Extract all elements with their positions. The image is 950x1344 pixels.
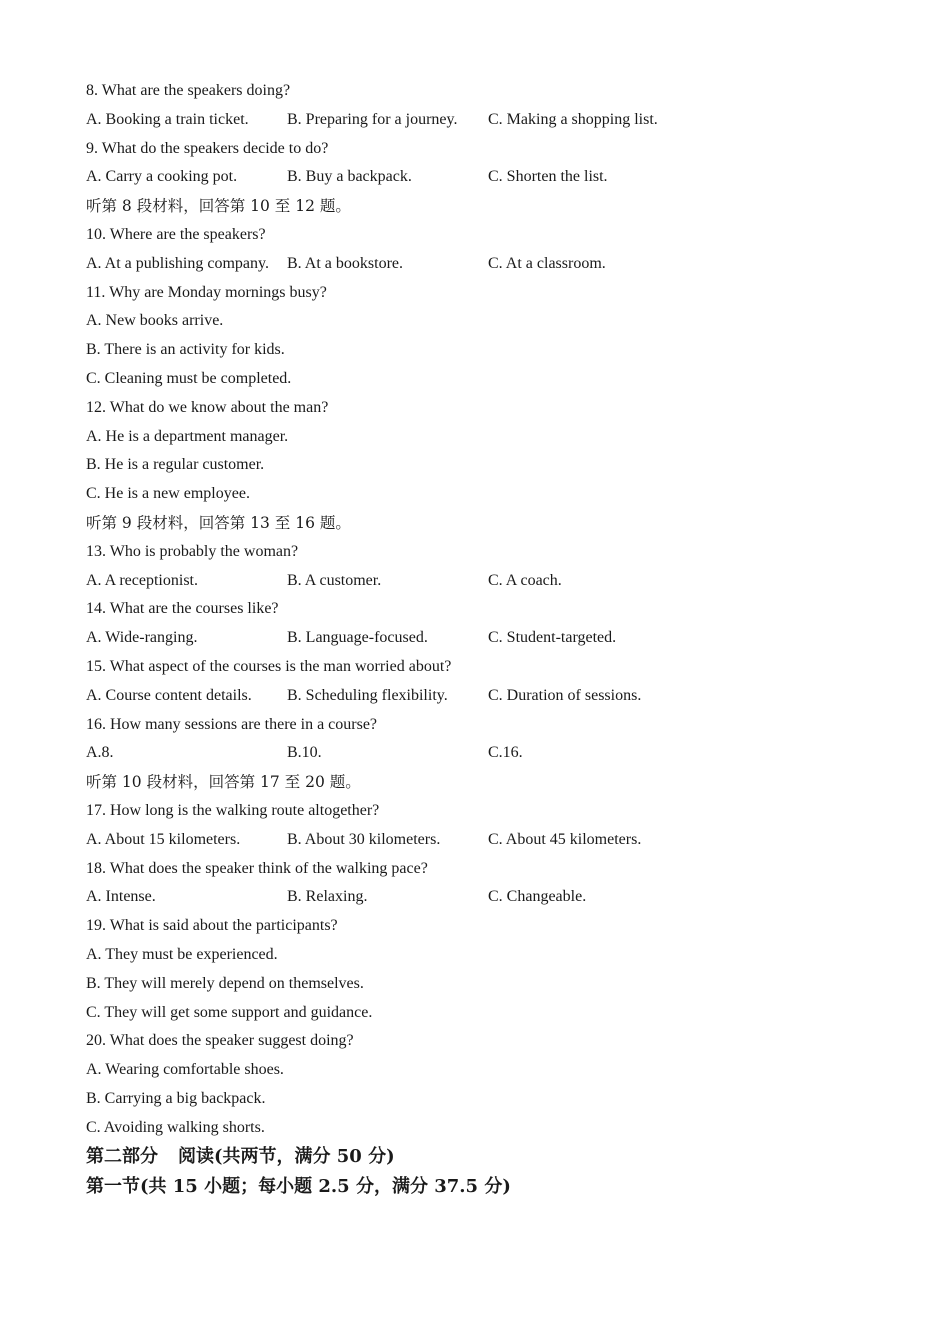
answer-options-row xyxy=(86,826,886,855)
answer-options-row xyxy=(86,883,886,912)
answer-option-a: A. At a publishing company. xyxy=(86,254,269,272)
question-line: 16. How many sessions are there in a course? xyxy=(86,715,378,733)
answer-option-a: A. About 15 kilometers. xyxy=(86,830,241,848)
answer-option-b: B. Language-focused. xyxy=(287,629,428,647)
question-line: 17. How long is the walking route altogether? xyxy=(86,801,380,819)
answer-option-c: C. At a classroom. xyxy=(488,254,606,272)
question-line: A. New books arrive. xyxy=(86,312,224,330)
answer-options-row xyxy=(86,250,886,279)
answer-options-row xyxy=(86,739,886,768)
answer-option-c: C. Changeable. xyxy=(488,888,587,906)
answer-option-c: C. Making a shopping list. xyxy=(488,110,658,128)
question-line: 18. What does the speaker think of the walking pace? xyxy=(86,859,428,877)
question-line: B. Carrying a big backpack. xyxy=(86,1089,266,1107)
answer-option-a: A. Wide-ranging. xyxy=(86,629,198,647)
answer-option-b: B. Relaxing. xyxy=(287,888,368,906)
answer-option-a: A. Intense. xyxy=(86,888,156,906)
answer-option-c: C. Student-targeted. xyxy=(488,629,617,647)
answer-option-b: B. Preparing for a journey. xyxy=(287,110,458,128)
answer-option-a: A. Booking a train ticket. xyxy=(86,110,249,128)
question-line: 9. What do the speakers decide to do? xyxy=(86,139,329,157)
answer-option-a: A.8. xyxy=(86,744,114,762)
answer-options-row xyxy=(86,106,886,135)
document-page xyxy=(86,77,886,1202)
answer-option-b: B. Scheduling flexibility. xyxy=(287,686,448,704)
listening-instruction: 听第 8 段材料，回答第 10 至 12 题。 xyxy=(86,197,351,216)
question-line: 19. What is said about the participants? xyxy=(86,917,338,935)
answer-option-c: C. About 45 kilometers. xyxy=(488,830,642,848)
question-line: 12. What do we know about the man? xyxy=(86,398,329,416)
question-line: B. They will merely depend on themselves. xyxy=(86,974,364,992)
question-line: C. Avoiding walking shorts. xyxy=(86,1118,265,1136)
answer-option-a: A. A receptionist. xyxy=(86,571,198,589)
question-line: 15. What aspect of the courses is the man worried about? xyxy=(86,657,452,675)
listening-instruction: 听第 9 段材料，回答第 13 至 16 题。 xyxy=(86,513,351,532)
question-line: 10. Where are the speakers? xyxy=(86,225,266,243)
question-list xyxy=(86,77,886,1142)
question-line: A. Wearing comfortable shoes. xyxy=(86,1061,284,1079)
answer-option-a: A. Course content details. xyxy=(86,686,252,704)
answer-option-c: C.16. xyxy=(488,744,523,762)
question-line: C. Cleaning must be completed. xyxy=(86,369,292,387)
answer-option-b: B. About 30 kilometers. xyxy=(287,830,441,848)
question-line: B. He is a regular customer. xyxy=(86,456,265,474)
question-line: 20. What does the speaker suggest doing? xyxy=(86,1032,354,1050)
question-line: 8. What are the speakers doing? xyxy=(86,82,291,99)
answer-option-a: A. Carry a cooking pot. xyxy=(86,168,238,186)
answer-option-b: B. At a bookstore. xyxy=(287,254,403,272)
answer-options-row xyxy=(86,624,886,653)
answer-options-row xyxy=(86,163,886,192)
answer-option-b: B. Buy a backpack. xyxy=(287,168,412,186)
question-line: 13. Who is probably the woman? xyxy=(86,542,299,560)
listening-instruction: 听第 10 段材料，回答第 17 至 20 题。 xyxy=(86,773,361,792)
question-line: A. They must be experienced. xyxy=(86,945,278,963)
answer-options-row xyxy=(86,567,886,596)
part-two-heading xyxy=(86,1142,886,1172)
part-two-title: 阅读(共两节，满分 50 分) xyxy=(178,1146,395,1168)
question-line: 11. Why are Monday mornings busy? xyxy=(86,283,327,301)
question-line: B. There is an activity for kids. xyxy=(86,341,285,359)
question-line: A. He is a department manager. xyxy=(86,427,289,445)
part-two-label: 第二部分 xyxy=(86,1146,158,1168)
answer-option-c: C. A coach. xyxy=(488,571,562,589)
answer-option-c: C. Shorten the list. xyxy=(488,168,608,186)
answer-option-c: C. Duration of sessions. xyxy=(488,686,642,704)
question-line: 14. What are the courses like? xyxy=(86,600,279,618)
answer-option-b: B.10. xyxy=(287,744,322,762)
question-line: C. They will get some support and guidance. xyxy=(86,1003,373,1021)
question-line: C. He is a new employee. xyxy=(86,485,250,503)
section-one-heading: 第一节(共 15 小题；每小题 2.5 分，满分 37.5 分) xyxy=(86,1176,511,1198)
answer-options-row xyxy=(86,682,886,711)
answer-option-b: B. A customer. xyxy=(287,571,382,589)
